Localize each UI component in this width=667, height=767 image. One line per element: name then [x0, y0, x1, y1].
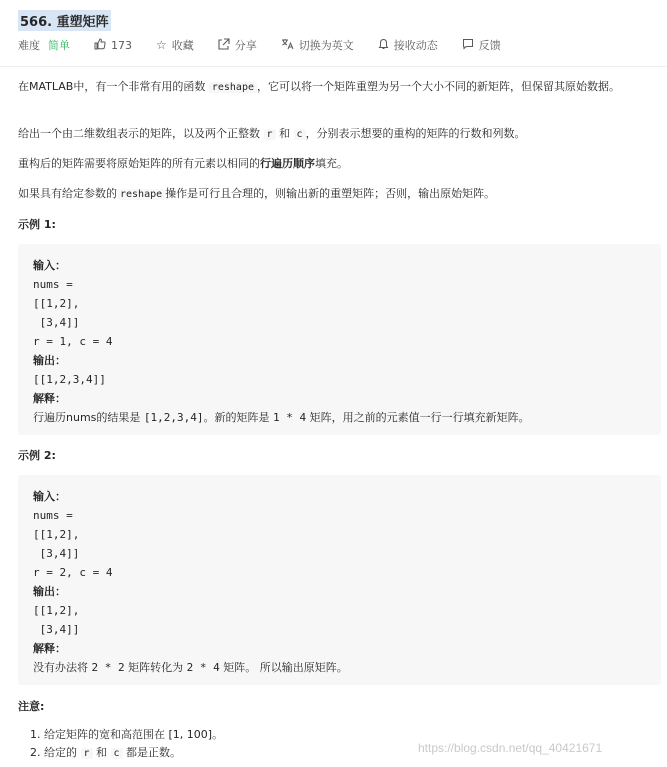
explain-text: 没有办法将 2 * 2 矩阵转化为 2 * 4 矩阵。 所以输出原矩阵。 — [33, 661, 348, 674]
explain-text: 行遍历nums的结果是 [1,2,3,4]。新的矩阵是 1 * 4 矩阵，用之前的元素值一行一行填充新矩阵。 — [33, 411, 530, 424]
inline-code: reshape — [209, 82, 257, 93]
notes-heading: 注意: — [18, 700, 45, 713]
difficulty-value: 简单 — [48, 39, 70, 52]
description-paragraph-4: 如果具有给定参数的 reshape 操作是可行且合理的，则输出新的重塑矩阵；否则，输出原始矩阵。 — [18, 187, 496, 200]
code-line: r = 1, c = 4 — [33, 335, 113, 348]
problem-title: 566. 重塑矩阵 — [18, 10, 111, 31]
code-line: nums = — [33, 509, 73, 522]
difficulty-label: 难度 — [18, 39, 40, 52]
notify-label: 接收动态 — [393, 39, 438, 52]
example-1-heading: 示例 1: — [18, 218, 56, 231]
inline-code: reshape — [117, 189, 165, 200]
explain-label: 解释： — [33, 642, 66, 655]
favorite-label: 收藏 — [171, 39, 194, 52]
code-line: nums = — [33, 278, 73, 291]
example-1-block — [18, 244, 661, 435]
code-line: [[1,2,3,4]] — [33, 373, 106, 386]
explain-label: 解释： — [33, 392, 66, 405]
feedback-button[interactable] — [462, 37, 501, 53]
feedback-label: 反馈 — [478, 39, 501, 52]
code-line: [3,4]] — [33, 623, 80, 636]
code-line: [[1,2], — [33, 604, 80, 617]
inline-code-r: r — [264, 129, 276, 140]
list-item: 2. 给定的 r 和 c 都是正数。 — [30, 746, 182, 759]
code-line: [[1,2], — [33, 297, 80, 310]
output-label: 输出： — [33, 585, 66, 598]
like-count: 173 — [111, 38, 132, 52]
meta-divider — [0, 66, 667, 67]
inline-code-c: c — [294, 129, 306, 140]
watermark-text: https://blog.csdn.net/qq_40421671 — [418, 741, 603, 755]
share-icon — [218, 38, 230, 53]
flag-icon — [462, 38, 474, 53]
star-icon: ☆ — [156, 38, 167, 52]
share-button[interactable] — [218, 37, 257, 53]
bell-icon — [378, 38, 389, 53]
example-2-heading: 示例 2: — [18, 449, 56, 462]
example-2-block — [18, 475, 661, 685]
code-line: r = 2, c = 4 — [33, 566, 113, 579]
share-label: 分享 — [234, 39, 257, 52]
list-item: 1. 给定矩阵的宽和高范围在 [1, 100]。 — [30, 728, 224, 741]
description-paragraph-2: 给出一个由二维数组表示的矩阵，以及两个正整数 r 和 c ，分别表示想要的重构的矩阵的行数和列数。 — [18, 127, 526, 140]
translate-icon — [281, 38, 294, 53]
code-line: [[1,2], — [33, 528, 80, 541]
input-label: 输入： — [33, 490, 66, 503]
translate-button[interactable] — [281, 37, 354, 53]
description-paragraph-1: 在MATLAB中，有一个非常有用的函数 reshape ，它可以将一个矩阵重塑为另一个大小不同的新矩阵，但保留其原始数据。 — [18, 80, 620, 93]
input-label: 输入： — [33, 259, 66, 272]
like-button[interactable] — [94, 38, 132, 53]
code-line: [3,4]] — [33, 316, 80, 329]
code-line: [3,4]] — [33, 547, 80, 560]
notes-list — [30, 726, 224, 763]
translate-label: 切换为英文 — [298, 39, 354, 52]
favorite-button[interactable] — [156, 37, 194, 53]
bold-text: 行遍历顺序 — [260, 157, 315, 170]
notify-button[interactable] — [378, 37, 438, 53]
output-label: 输出： — [33, 354, 66, 367]
problem-meta-bar — [18, 37, 525, 53]
thumbs-up-icon — [94, 38, 106, 53]
description-paragraph-3: 重构后的矩阵需要将原始矩阵的所有元素以相同的行遍历顺序填充。 — [18, 157, 348, 170]
